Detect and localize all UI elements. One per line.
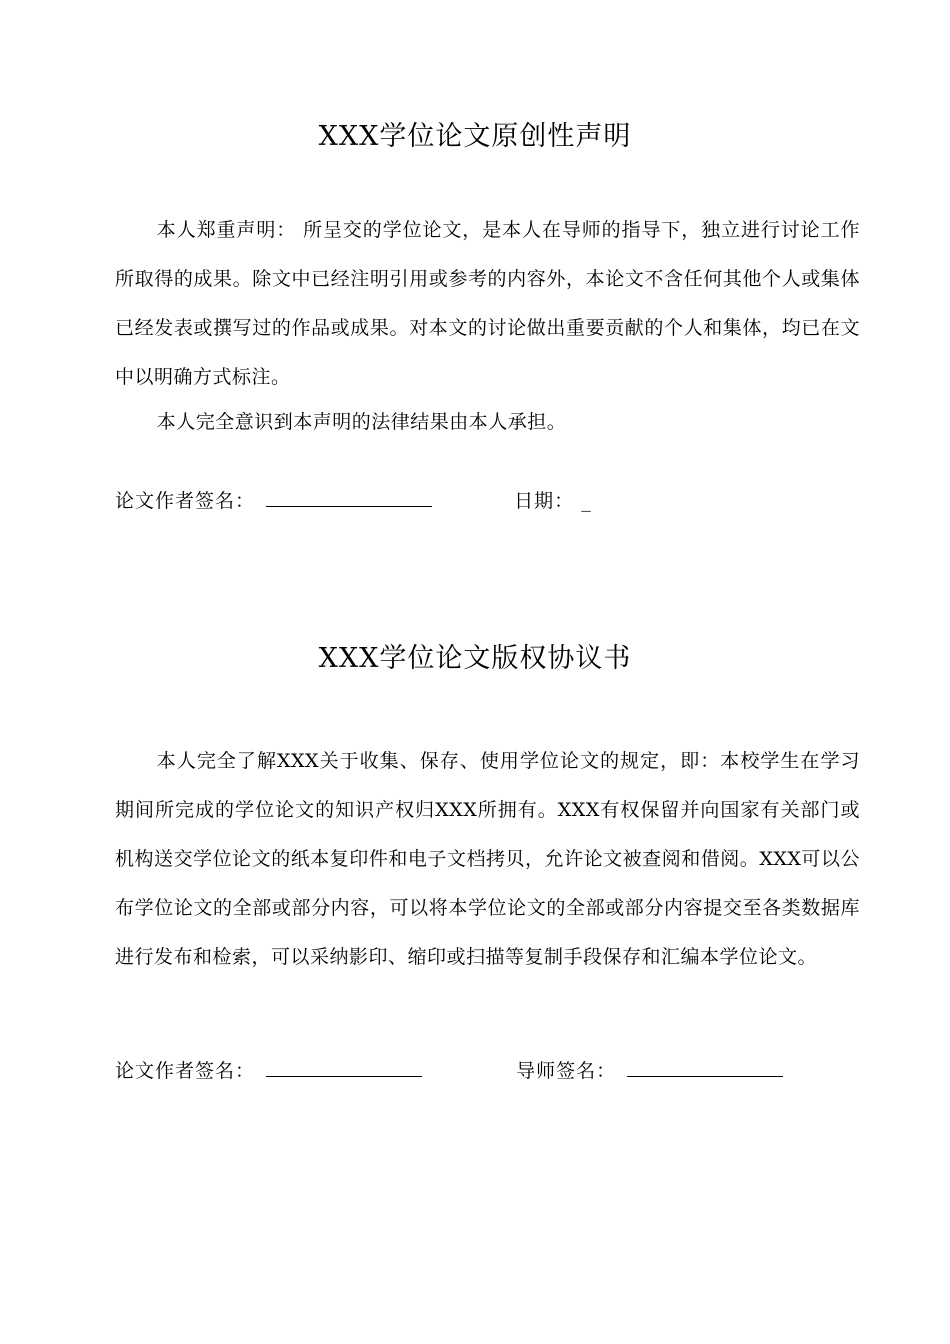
declaration-paragraph-1: 本人郑重声明： 所呈交的学位论文，是本人在导师的指导下，独立进行讨论工作所取得的成果。除文中已经注明引用或参考的内容外，本论文不含任何其他个人或集体已经发表或撰写过的作品或成果。对本文的讨论做出重要贡献的个人和集体，均已在文中以明确方式标注。: [115, 219, 860, 388]
copyright-author-signature-line[interactable]: [266, 1058, 422, 1077]
copyright-author-signature-label: 论文作者签名：: [115, 1060, 256, 1082]
copyright-paragraph: 本人完全了解XXX关于收集、保存、使用学位论文的规定，即：本校学生在学习期间所完成的学位论文的知识产权归XXX所拥有。XXX有权保留并向国家有关部门或机构送交学位论文的纸本复印件和电子文档拷贝，允许论文被查阅和借阅。XXX可以公布学位论文的全部或部分内容，可以将本学位论文的全部或部分内容提交至各类数据库进行发布和检索，可以采纳影印、缩印或扫描等复制手段保存和汇编本学位论文。: [115, 750, 860, 968]
declaration-title: XXX学位论文原创性声明: [318, 121, 632, 152]
advisor-signature-line[interactable]: [627, 1058, 783, 1077]
date-label: 日期：: [514, 490, 575, 512]
declaration-paragraph-2: 本人完全意识到本声明的法律结果由本人承担。: [156, 411, 567, 433]
copyright-signature-row: [115, 1056, 783, 1083]
date-blank[interactable]: _: [581, 490, 592, 512]
declaration-signature-row: [115, 486, 592, 513]
copyright-title: XXX学位论文版权协议书: [318, 643, 632, 674]
author-signature-line[interactable]: [266, 488, 432, 507]
advisor-signature-label: 导师签名：: [516, 1060, 617, 1082]
author-signature-label: 论文作者签名：: [115, 490, 256, 512]
